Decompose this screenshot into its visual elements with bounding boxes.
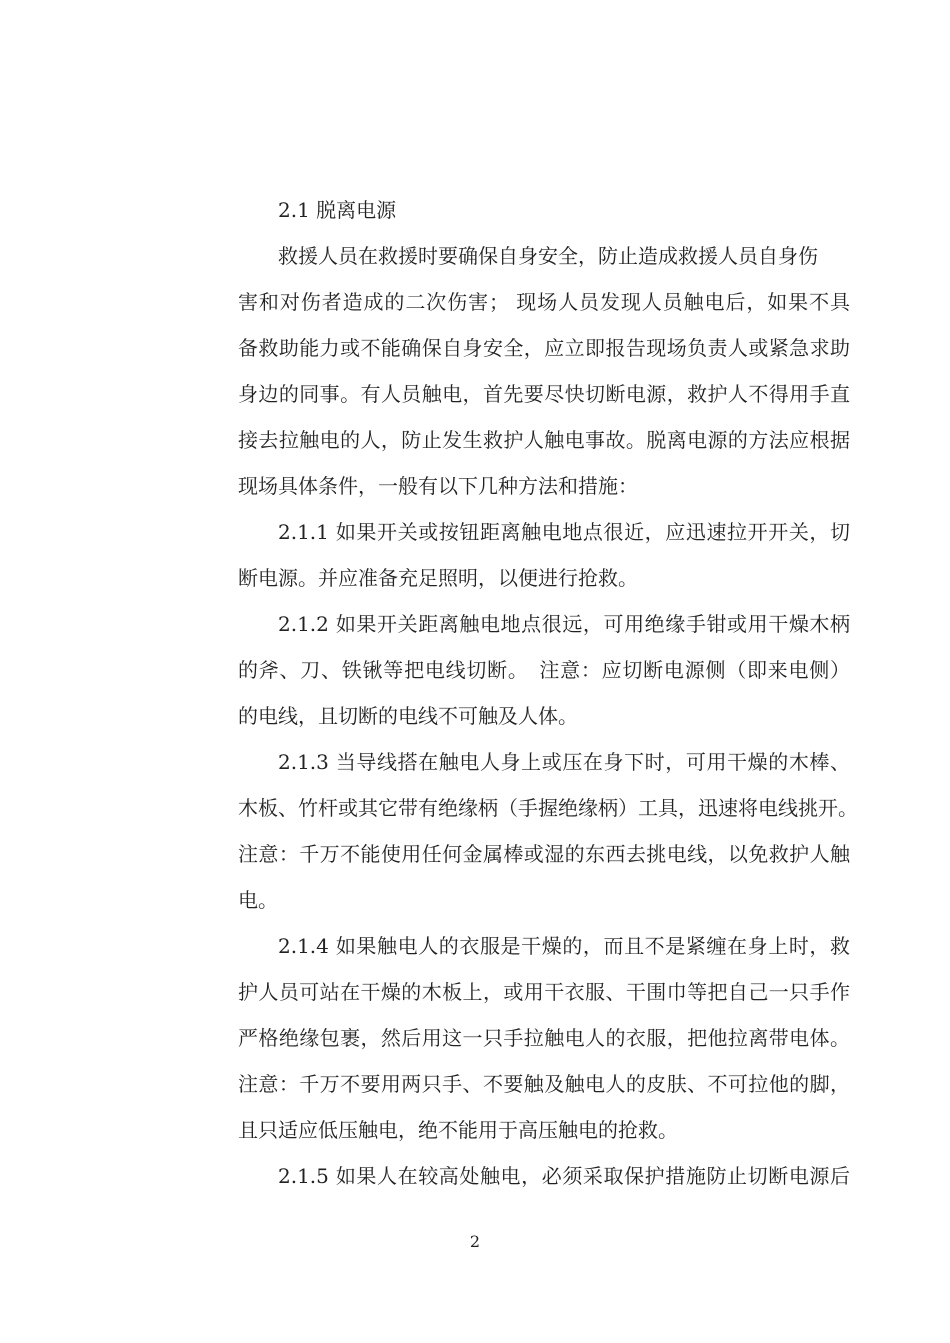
page-number: 2 [469,1232,481,1251]
paragraph-line: 2.1.4 如果触电人的衣服是干燥的，而且不是紧缠在身上时，救 [278,934,850,958]
paragraph-line: 救援人员在救援时要确保自身安全，防止造成救援人员自身伤 [278,244,818,268]
paragraph-line: 注意：千万不能使用任何金属棒或湿的东西去挑电线，以免救护人触 [238,842,850,866]
paragraph-line: 2.1.2 如果开关距离触电地点很远，可用绝缘手钳或用干燥木柄 [278,612,850,636]
paragraph-line: 电。 [238,888,278,912]
paragraph-line: 2.1.5 如果人在较高处触电，必须采取保护措施防止切断电源后 [278,1164,850,1188]
paragraph-line: 害和对伤者造成的二次伤害； 现场人员发现人员触电后，如果不具 [238,290,850,314]
paragraph-line: 的电线，且切断的电线不可触及人体。 [238,704,578,728]
section-heading: 2.1 脱离电源 [278,198,397,222]
paragraph-line: 护人员可站在干燥的木板上，或用干衣服、干围巾等把自己一只手作 [238,980,850,1004]
paragraph-line: 严格绝缘包裹，然后用这一只手拉触电人的衣服，把他拉离带电体。 [238,1026,850,1050]
paragraph-line: 注意：千万不要用两只手、不要触及触电人的皮肤、不可拉他的脚， [238,1072,850,1096]
paragraph-line: 断电源。并应准备充足照明，以便进行抢救。 [238,566,638,590]
paragraph-line: 且只适应低压触电，绝不能用于高压触电的抢救。 [238,1118,678,1142]
paragraph-line: 备救助能力或不能确保自身安全，应立即报告现场负责人或紧急求助 [238,336,850,360]
paragraph-line: 身边的同事。有人员触电，首先要尽快切断电源，救护人不得用手直 [238,382,850,406]
paragraph-line: 2.1.1 如果开关或按钮距离触电地点很近，应迅速拉开开关，切 [278,520,850,544]
paragraph-line: 现场具体条件，一般有以下几种方法和措施： [238,474,638,498]
paragraph-line: 木板、竹杆或其它带有绝缘柄（手握绝缘柄）工具，迅速将电线挑开。 [238,796,858,820]
paragraph-line: 的斧、刀、铁锹等把电线切断。 注意：应切断电源侧（即来电侧） [238,658,850,682]
paragraph-line: 接去拉触电的人，防止发生救护人触电事故。脱离电源的方法应根据 [238,428,850,452]
paragraph-line: 2.1.3 当导线搭在触电人身上或压在身下时，可用干燥的木棒、 [278,750,850,774]
